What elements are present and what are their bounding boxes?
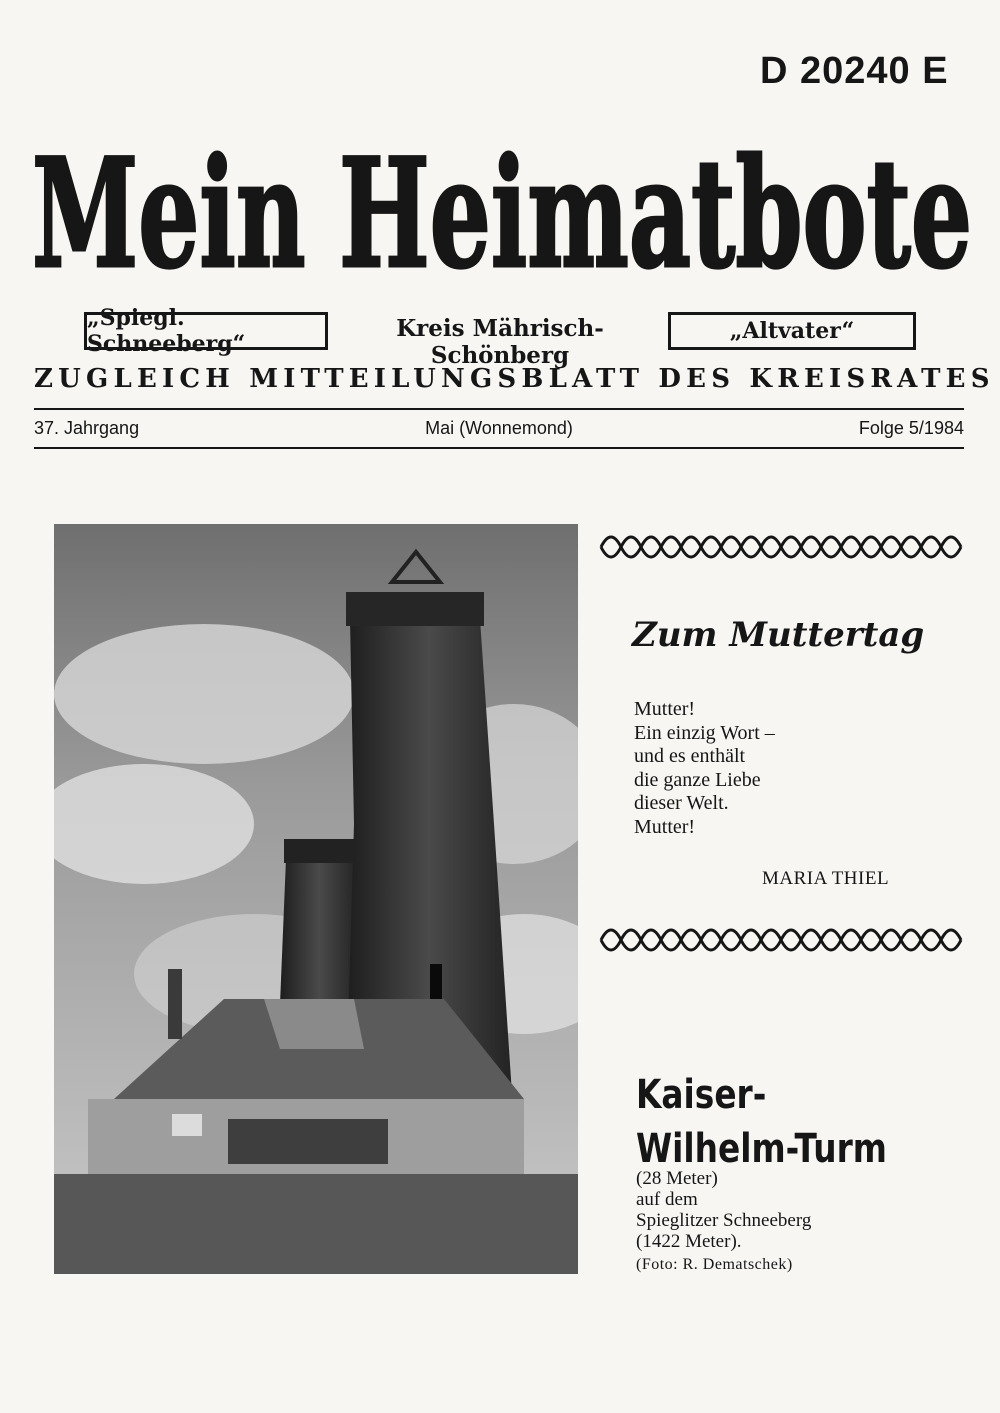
masthead-title — [18, 88, 986, 318]
feature-desc-line: (1422 Meter). — [636, 1231, 742, 1252]
feature-desc-line: auf dem — [636, 1189, 698, 1210]
poem-title: Zum Muttertag — [632, 615, 925, 655]
issue-number: Folge 5/1984 — [858, 418, 964, 438]
photo-credit: (Foto: R. Dematschek) — [636, 1256, 793, 1273]
feature-title-line: Kaiser- — [636, 1072, 767, 1118]
issue-info-row — [34, 418, 964, 439]
tower-photo — [54, 524, 578, 1274]
poem-line: Ein einzig Wort – — [634, 721, 775, 744]
box-label-left: „Spiegl. Schneeberg“ — [84, 312, 328, 350]
poem-line: Mutter! — [634, 815, 696, 838]
feature-title — [636, 1068, 887, 1176]
top-rule — [34, 408, 964, 410]
month-label: Mai (Wonnemond) — [425, 418, 573, 438]
district-label: Kreis Mährisch-Schönberg — [396, 315, 604, 369]
feature-description — [636, 1168, 811, 1252]
volume-label: 37. Jahrgang — [34, 418, 140, 438]
feature-title-line: Wilhelm-Turm — [636, 1126, 887, 1172]
feature-desc-line: Spieglitzer Schneeberg — [636, 1210, 812, 1231]
poem-text — [634, 698, 775, 839]
poem-line: und es enthält — [634, 745, 746, 767]
bottom-rule — [34, 447, 964, 449]
issue-code: D 20240 E — [760, 50, 949, 92]
subtitle: ZUGLEICH MITTEILUNGSBLATT DES KREISRATES — [34, 364, 995, 394]
ornament-bottom — [596, 915, 964, 965]
poem-author: MARIA THIEL — [762, 868, 890, 889]
ornament-top — [596, 522, 964, 572]
poem-line: Mutter! — [634, 698, 696, 720]
masthead-title-text: Mein Heimatbote — [32, 126, 972, 302]
box-label-right: „Altvater“ — [668, 312, 916, 350]
poem-line: die ganze Liebe — [634, 768, 761, 791]
feature-desc-line: (28 Meter) — [636, 1168, 718, 1189]
poem-line: dieser Welt. — [634, 792, 729, 814]
